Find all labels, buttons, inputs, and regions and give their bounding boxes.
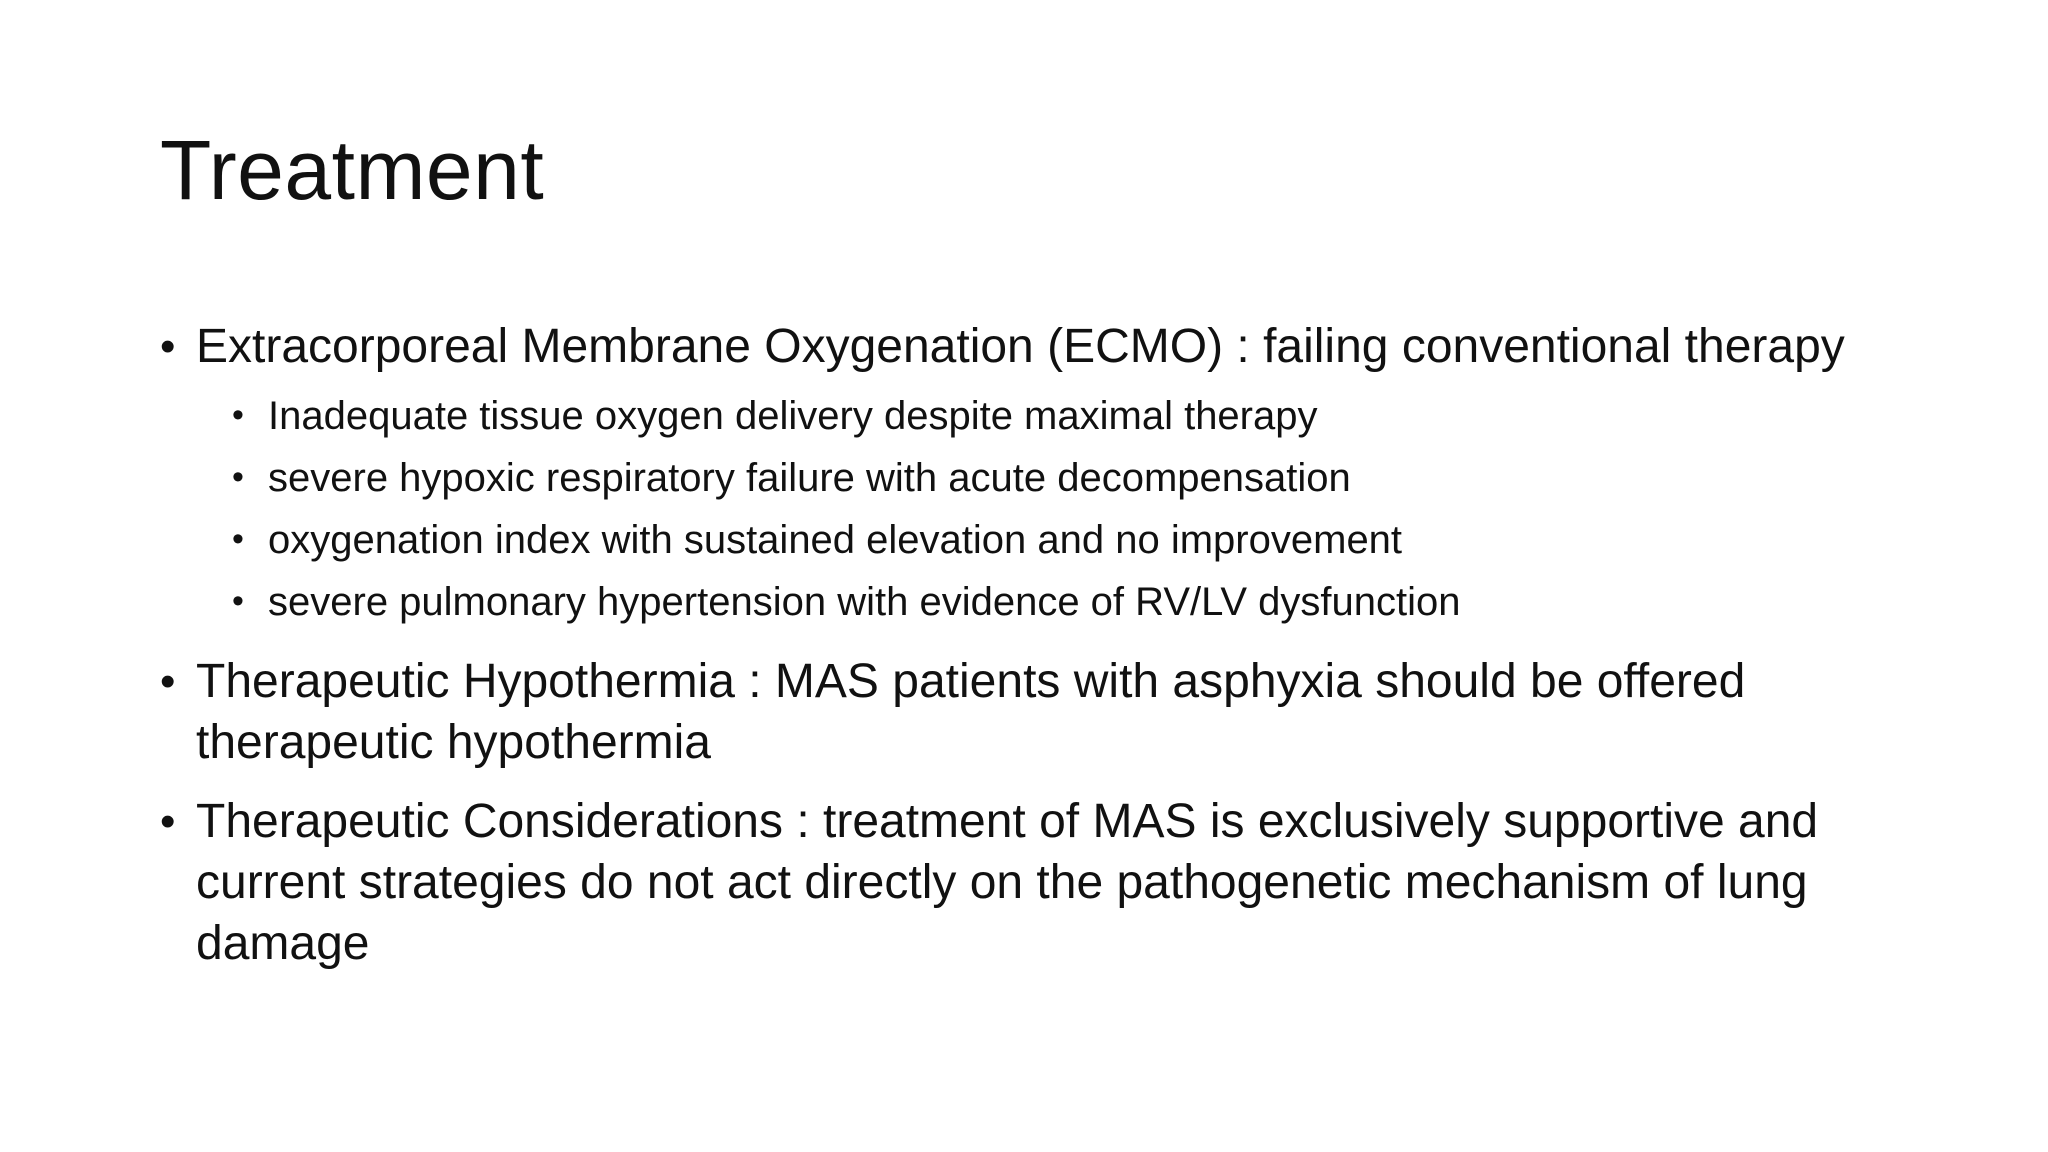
bullet-list [160,316,1920,974]
bullet-icon: • [232,396,244,434]
list-item-considerations [160,791,1920,974]
bullet-icon: • [160,322,176,371]
list-item-ecmo [160,316,1920,633]
list-item-text: Extracorporeal Membrane Oxygenation (ECMO) : failing conventional therapy [196,320,1845,373]
bullet-icon: • [232,458,244,496]
bullet-icon: • [232,582,244,620]
bullet-icon: • [160,797,176,846]
slide-title: Treatment [160,123,545,217]
sub-list-item [196,447,1920,509]
sub-list-item [196,571,1920,633]
sub-list-item-text: oxygenation index with sustained elevation and no improvement [268,518,1403,562]
list-item-text: Therapeutic Hypothermia : MAS patients with asphyxia should be offered therapeutic hypothermia [196,655,1746,769]
sub-list-item-text: severe pulmonary hypertension with evidence of RV/LV dysfunction [268,580,1461,624]
slide-body [160,316,1920,992]
sub-list-item-text: Inadequate tissue oxygen delivery despite maximal therapy [268,394,1318,438]
sub-list-item-text: severe hypoxic respiratory failure with acute decompensation [268,456,1351,500]
list-item-text: Therapeutic Considerations : treatment of MAS is exclusively supportive and current strategies do not act directly on the pathogenetic mechanism of lung damage [196,795,1819,970]
sub-list-item [196,509,1920,571]
bullet-icon: • [232,520,244,558]
list-item-hypothermia [160,651,1920,773]
bullet-icon: • [160,657,176,706]
sub-list-item [196,385,1920,447]
sub-bullet-list [196,385,1920,633]
